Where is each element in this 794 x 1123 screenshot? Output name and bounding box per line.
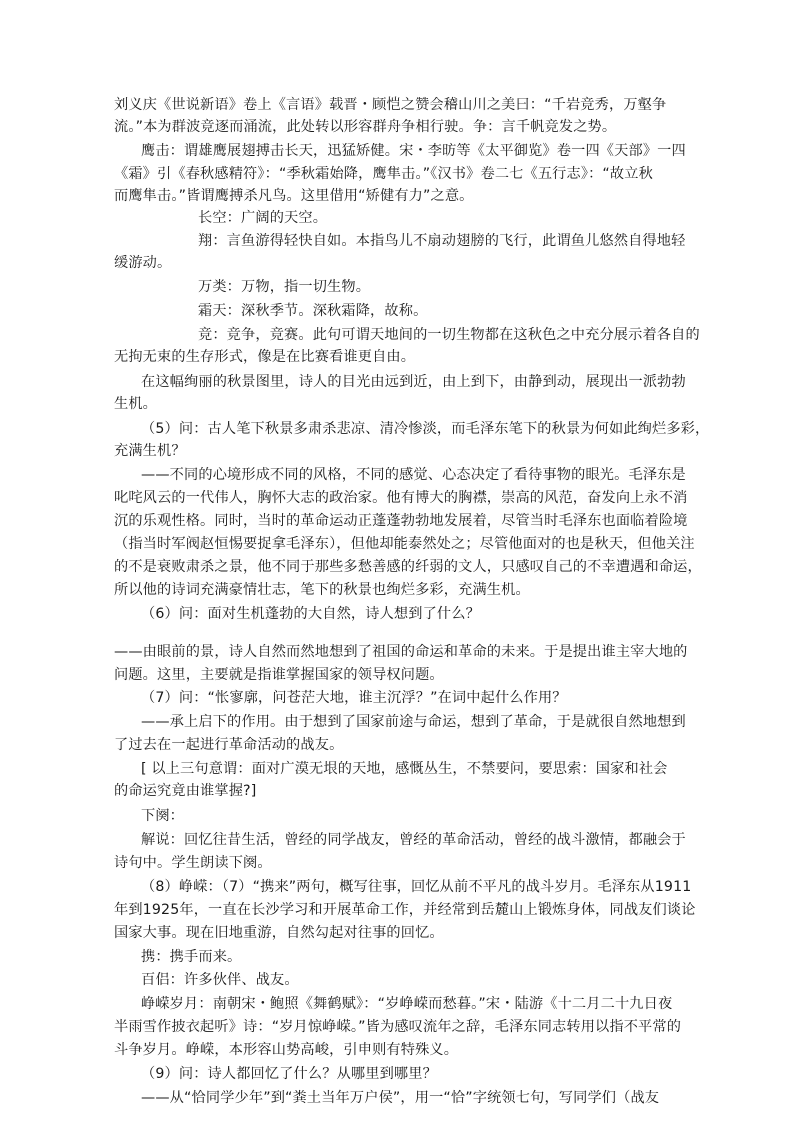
text-line: 的不是衰败肃杀之景，他不同于那些多愁善感的纤弱的文人，只感叹自己的不幸遭遇和命运，: [114, 559, 702, 575]
text-line: （7）问：“怅寥廓，问苍茫大地，谁主沉浮？”在词中起什么作用？: [141, 690, 567, 706]
text-line: ——不同的心境形成不同的风格，不同的感觉、心态决定了看待事物的眼光。毛泽东是: [141, 467, 686, 483]
text-line: 生机。: [114, 396, 158, 412]
text-line: 沉的乐观性格。同时，当时的革命运动正蓬蓬勃勃地发展着，尽管当时毛泽东也面临着险境: [114, 513, 688, 529]
text-line: ——由眼前的景，诗人自然而然地想到了祖国的命运和革命的未来。于是提出谁主宰大地的: [114, 644, 688, 660]
text-line: 问题。这里，主要就是指谁掌握国家的领导权问题。: [114, 667, 444, 683]
text-line: 国家大事。现在旧地重游，自然勾起对往事的回忆。: [114, 925, 444, 941]
text-line: 竞：竞争，竞赛。此句可谓天地间的一切生物都在这秋色之中充分展示着各自的: [198, 327, 700, 343]
text-line: 万类：万物，指一切生物。: [198, 279, 371, 295]
text-line: 叱咤风云的一代伟人，胸怀大志的政治家。他有博大的胸襟，崇高的风范，奋发向上永不消: [114, 490, 688, 506]
text-line: 鹰击：谓雄鹰展翅搏击长天，迅猛矫健。宋・李昉等《太平御览》卷一四《天部》一四: [141, 143, 686, 159]
text-line: 斗争岁月。峥嵘，本形容山势高峻，引申则有特殊义。: [114, 1042, 459, 1058]
text-line: （指当时军阀赵恒惕要捉拿毛泽东），但他却能泰然处之；尽管他面对的也是秋天，但他关注: [114, 536, 695, 552]
text-line: ——从“恰同学少年”到“粪土当年万户侯”，用一“恰”字统领七句，写同学们（战友: [141, 1090, 660, 1106]
text-line: 所以他的诗词充满豪情壮志，笔下的秋景也绚烂多彩，充满生机。: [114, 582, 530, 598]
text-line: 无拘无束的生存形式，像是在比赛看谁更自由。: [114, 349, 416, 365]
text-line: 诗句中。学生朗读下阕。: [114, 855, 272, 871]
text-line: （6）问：面对生机蓬勃的大自然，诗人想到了什么？: [141, 606, 480, 622]
text-line: 在这幅绚丽的秋景图里，诗人的目光由远到近，由上到下，由静到动，展现出一派勃勃: [141, 374, 686, 390]
text-line: 长空：广阔的天空。: [198, 210, 328, 226]
text-line: 峥嵘岁月：南朝宋・鲍照《舞鹤赋》：“岁峥嵘而愁暮。”宋・陆游《十二月二十九日夜: [141, 996, 673, 1012]
text-line: ——承上启下的作用。由于想到了国家前途与命运，想到了革命，于是就很自然地想到: [141, 714, 686, 730]
text-line: 的命运究竟由谁掌握?]: [114, 783, 257, 799]
text-line: 缓游动。: [114, 255, 172, 271]
text-line: 刘义庆《世说新语》卷上《言语》载晋・顾恺之赞会稽山川之美曰：“千岩竞秀，万壑争: [114, 97, 667, 113]
text-line: 充满生机？: [114, 443, 186, 459]
text-line: 《霜》引《春秋感精符》：“季秋霜始降，鹰隼击。”《汉书》卷二七《五行志》：“故立秋: [114, 166, 653, 182]
text-line: 解说：回忆往昔生活，曾经的同学战友，曾经的革命活动，曾经的战斗激情，都融会于: [141, 832, 686, 848]
text-line: （5）问：古人笔下秋景多肃杀悲凉、清冷惨淡，而毛泽东笔下的秋景为何如此绚烂多彩，: [141, 421, 710, 437]
text-line: 霜天：深秋季节。深秋霜降，故称。: [198, 303, 428, 319]
text-line: 了过去在一起进行革命活动的战友。: [114, 737, 344, 753]
text-line: 流。”本为群波竞逐而涌流，此处转以形容群舟争相行驶。争：言千帆竞发之势。: [114, 119, 617, 135]
text-line: （8）峥嵘：（7）“携来”两句，概写往事，回忆从前不平凡的战斗岁月。毛泽东从1911: [141, 879, 692, 895]
text-line: [ 以上三句意谓：面对广漠无垠的天地，感慨丛生，不禁要问，要思索：国家和社会: [141, 761, 668, 777]
text-line: （9）问：诗人都回忆了什么？从哪里到哪里？: [141, 1066, 437, 1082]
text-line: 携：携手而来。: [141, 949, 242, 965]
text-line: 而鹰隼击。”皆谓鹰搏杀凡鸟。这里借用“矫健有力”之意。: [114, 188, 474, 204]
text-line: 翔：言鱼游得轻快自如。本指鸟儿不扇动翅膀的飞行，此谓鱼儿悠然自得地轻: [198, 233, 686, 249]
text-line: 半雨雪作披衣起听》诗：“岁月惊峥嵘。”皆为感叹流年之辞，毛泽东同志转用以指不平常的: [114, 1019, 682, 1035]
text-line: 年到1925年，一直在长沙学习和开展革命工作，并经常到岳麓山上锻炼身体，同战友们谈论: [114, 902, 696, 918]
text-line: 百侣：许多伙伴、战友。: [141, 972, 299, 988]
text-line: 下阕：: [141, 808, 185, 824]
